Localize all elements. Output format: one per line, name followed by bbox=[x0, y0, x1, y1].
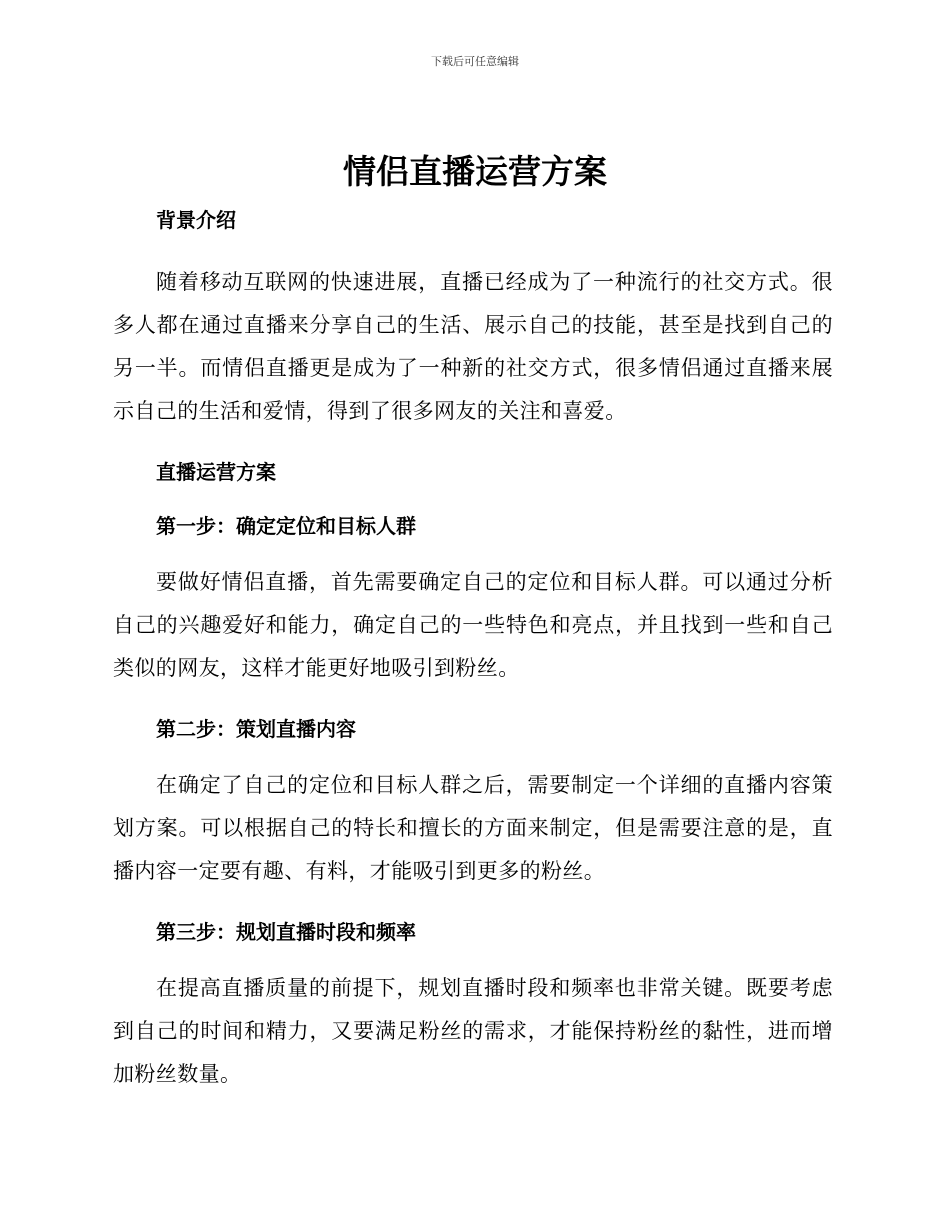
paragraph-step1: 要做好情侣直播，首先需要确定自己的定位和目标人群。可以通过分析自己的兴趣爱好和能力，确定自己的一些特色和亮点，并且找到一些和自己类似的网友，这样才能更好地吸引到粉丝。 bbox=[113, 570, 833, 680]
section-heading-plan: 直播运营方案 bbox=[156, 460, 276, 484]
paragraph-step2: 在确定了自己的定位和目标人群之后，需要制定一个详细的直播内容策划方案。可以根据自己的特长和擅长的方面来制定，但是需要注意的是，直播内容一定要有趣、有料，才能吸引到更多的粉丝。 bbox=[113, 773, 833, 883]
section-heading-step3: 第三步：规划直播时段和频率 bbox=[156, 920, 416, 944]
paragraph-step3: 在提高直播质量的前提下，规划直播时段和频率也非常关键。既要考虑到自己的时间和精力，又要满足粉丝的需求，才能保持粉丝的黏性，进而增加粉丝数量。 bbox=[113, 976, 833, 1086]
paragraph-background: 随着移动互联网的快速进展，直播已经成为了一种流行的社交方式。很多人都在通过直播来分享自己的生活、展示自己的技能，甚至是找到自己的另一半。而情侣直播更是成为了一种新的社交方式，很多情侣通过直播来展示自己的生活和爱情，得到了很多网友的关注和喜爱。 bbox=[113, 270, 833, 423]
document-title: 情侣直播运营方案 bbox=[343, 152, 607, 191]
header-note: 下载后可任意编辑 bbox=[431, 55, 519, 68]
section-heading-step1: 第一步：确定定位和目标人群 bbox=[156, 514, 416, 538]
document-body bbox=[113, 205, 833, 1096]
section-heading-background: 背景介绍 bbox=[156, 208, 236, 232]
section-heading-step2: 第二步：策划直播内容 bbox=[156, 717, 356, 741]
